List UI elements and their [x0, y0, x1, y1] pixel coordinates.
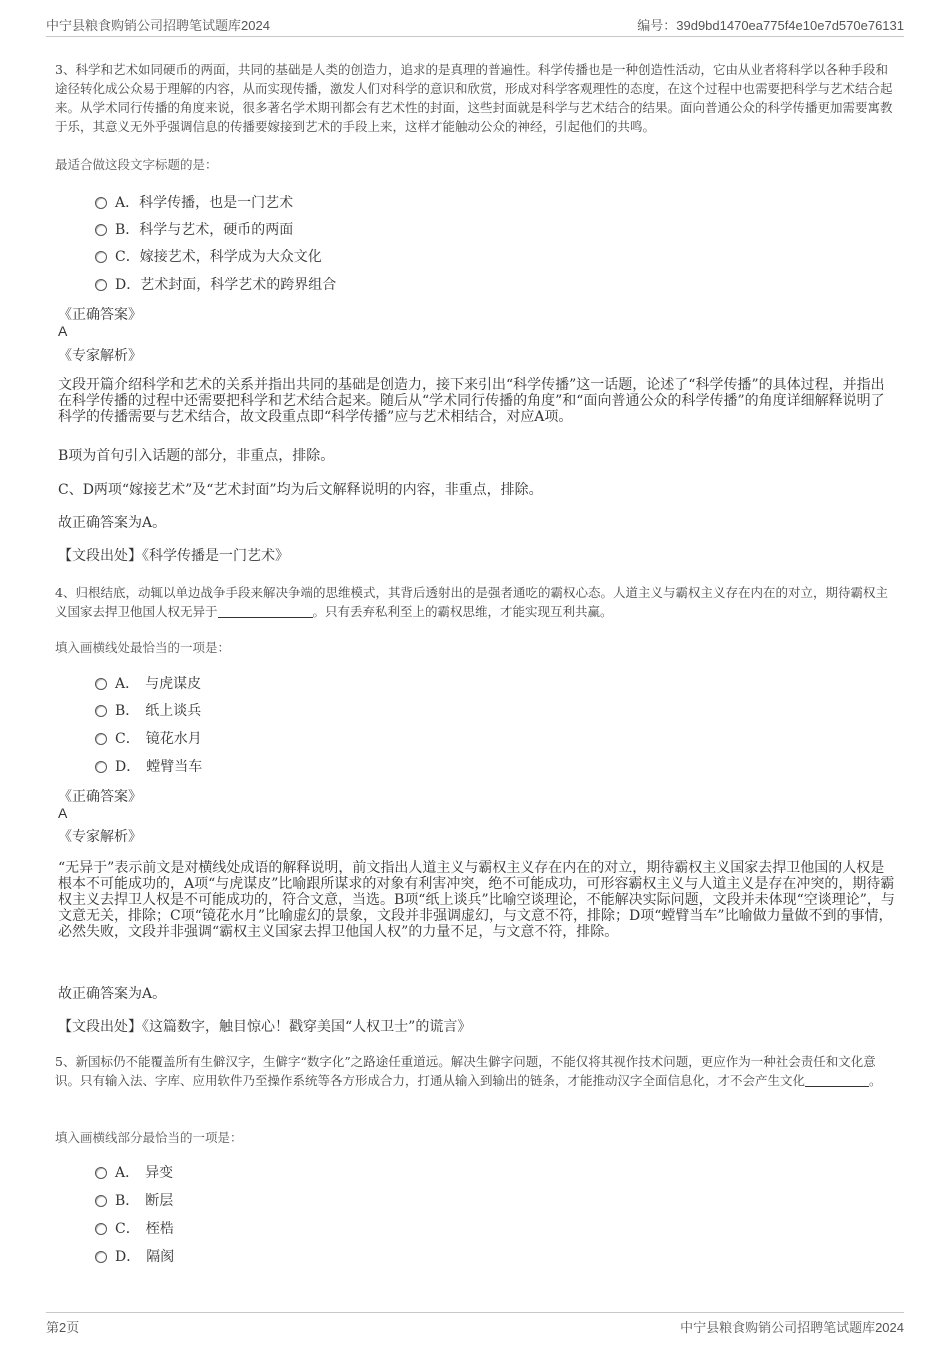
- question-3-analysis-paragraph: 文段开篇介绍科学和艺术的关系并指出共同的基础是创造力，接下来引出“科学传播”这一话题，论述了“科学传播”的具体过程，并指出在科学传播的过程中还需要把科学和艺术结合起来。随后从“学术同行传播的角度”和“面向普通公众的科学传播”的角度详细解释说明了科学的传播需要与艺术结合，故文段重点即“科学传播”应与艺术相结合，对应A项。: [58, 377, 885, 425]
- question-5-option-d[interactable]: D． 隔阂: [95, 1246, 174, 1266]
- question-5-option-b[interactable]: B． 断层: [95, 1190, 173, 1210]
- footer-title: 中宁县粮食购销公司招聘笔试题库2024: [680, 1320, 904, 1335]
- question-5-prompt: 填入画横线部分最恰当的一项是：: [55, 1130, 243, 1145]
- fill-blank: [218, 617, 313, 618]
- question-3-option-d[interactable]: D．艺术封面，科学艺术的跨界组合: [95, 274, 336, 294]
- question-3-prompt: 最适合做这段文字标题的是：: [55, 157, 218, 172]
- header-doc-id: 编号：39d9bd1470ea775f4e10e7d570e76131: [637, 18, 904, 33]
- question-4-conclusion: 故正确答案为A。: [58, 986, 167, 1002]
- radio-icon[interactable]: [95, 678, 107, 690]
- question-3-conclusion: 故正确答案为A。: [58, 515, 167, 531]
- question-3-analysis-paragraph: C、D两项“嫁接艺术”及“艺术封面”均为后文解释说明的内容，非重点，排除。: [58, 482, 543, 498]
- question-3-answer: A: [58, 323, 68, 339]
- question-3-answer-label: 《正确答案》: [58, 307, 142, 323]
- question-4-prompt: 填入画横线处最恰当的一项是：: [55, 640, 231, 655]
- question-3-text: 3、科学和艺术如同硬币的两面，共同的基础是人类的创造力，追求的是真理的普遍性。科学传播也是一种创造性活动，它由从业者将科学以各种手段和途径转化成公众易于理解的内容，从而实现传播，激发人们对科学的意识和欣赏，形成对科学客观理性的态度，在这个过程中也需要把科学与艺术结合起来。从学术同行传播的角度来说，很多著名学术期刊都会有艺术性的封面，这些封面就是科学与艺术结合的结果。面向普通公众的科学传播更加需要寓教于乐，其意义无外乎强调信息的传播要嫁接到艺术的手段上来，这样才能触动公众的神经，引起他们的共鸣。: [55, 62, 893, 134]
- radio-icon[interactable]: [95, 279, 107, 291]
- radio-icon[interactable]: [95, 1223, 107, 1235]
- page-header: [46, 10, 904, 37]
- question-5-option-c[interactable]: C． 桎梏: [95, 1218, 174, 1238]
- page-number: 第2页: [46, 1320, 80, 1335]
- question-4-option-b[interactable]: B． 纸上谈兵: [95, 700, 201, 720]
- question-4-analysis-label: 《专家解析》: [58, 829, 142, 845]
- question-3-option-a[interactable]: A．科学传播，也是一门艺术: [95, 192, 293, 212]
- radio-icon[interactable]: [95, 224, 107, 236]
- page-footer: [46, 1312, 904, 1339]
- question-3-option-b[interactable]: B．科学与艺术，硬币的两面: [95, 219, 293, 239]
- question-4-analysis-paragraph: “无异于”表示前文是对横线处成语的解释说明，前文指出人道主义与霸权主义存在内在的对立，期待霸权主义国家去捍卫他国的人权是根本不可能成功的，A项“与虎谋皮”比喻跟所谋求的对象有利害冲突，绝不可能成功，可形容霸权主义与人道主义是存在冲突的，期待霸权主义去捍卫人权是不可能成功的，符合文意，当选。B项“纸上谈兵”比喻空谈理论，不能解决实际问题，文段并未体现“空谈理论”，与文意无关，排除；C项“镜花水月”比喻虚幻的景象，文段并非强调虚幻，与文意不符，排除；D项“螳臂当车”比喻做力量做不到的事情，必然失败，文段并非强调“霸权主义国家去捍卫他国人权”的力量不足，与文意不符，排除。: [58, 860, 895, 940]
- question-4-source: 【文段出处】《这篇数字，触目惊心！戳穿美国“人权卫士”的谎言》: [58, 1019, 472, 1035]
- question-4-text: 4、归根结底，动辄以单边战争手段来解决争端的思维模式，其背后透射出的是强者通吃的霸权心态。人道主义与霸权主义存在内在的对立，期待霸权主义国家去捍卫他国人权无异于 。只有丢弃私利至上的霸权思维，才能实现互利共赢。: [55, 585, 888, 619]
- question-4-answer: A: [58, 805, 68, 821]
- question-3-option-c[interactable]: C．嫁接艺术，科学成为大众文化: [95, 246, 322, 266]
- header-title: 中宁县粮食购销公司招聘笔试题库2024: [46, 18, 270, 33]
- question-4-option-d[interactable]: D． 螳臂当车: [95, 756, 202, 776]
- radio-icon[interactable]: [95, 1251, 107, 1263]
- question-4-option-a[interactable]: A． 与虎谋皮: [95, 673, 201, 693]
- question-4-answer-label: 《正确答案》: [58, 789, 142, 805]
- fill-blank: [805, 1086, 869, 1087]
- question-3-analysis-label: 《专家解析》: [58, 348, 142, 364]
- question-3-source: 【文段出处】《科学传播是一门艺术》: [58, 548, 289, 564]
- radio-icon[interactable]: [95, 733, 107, 745]
- question-5-text: 5、新国标仍不能覆盖所有生僻汉字，生僻字“数字化”之路途任重道远。解决生僻字问题，不能仅将其视作技术问题，更应作为一种社会责任和文化意识。只有输入法、字库、应用软件乃至操作系统等各方形成合力，打通从输入到输出的链条，才能推动汉字全面信息化，才不会产生文化 。: [55, 1054, 882, 1088]
- radio-icon[interactable]: [95, 705, 107, 717]
- radio-icon[interactable]: [95, 1195, 107, 1207]
- question-5-option-a[interactable]: A． 异变: [95, 1162, 173, 1182]
- radio-icon[interactable]: [95, 197, 107, 209]
- radio-icon[interactable]: [95, 1167, 107, 1179]
- question-3-analysis-paragraph: B项为首句引入话题的部分，非重点，排除。: [58, 448, 335, 464]
- radio-icon[interactable]: [95, 251, 107, 263]
- radio-icon[interactable]: [95, 761, 107, 773]
- question-4-option-c[interactable]: C． 镜花水月: [95, 728, 202, 748]
